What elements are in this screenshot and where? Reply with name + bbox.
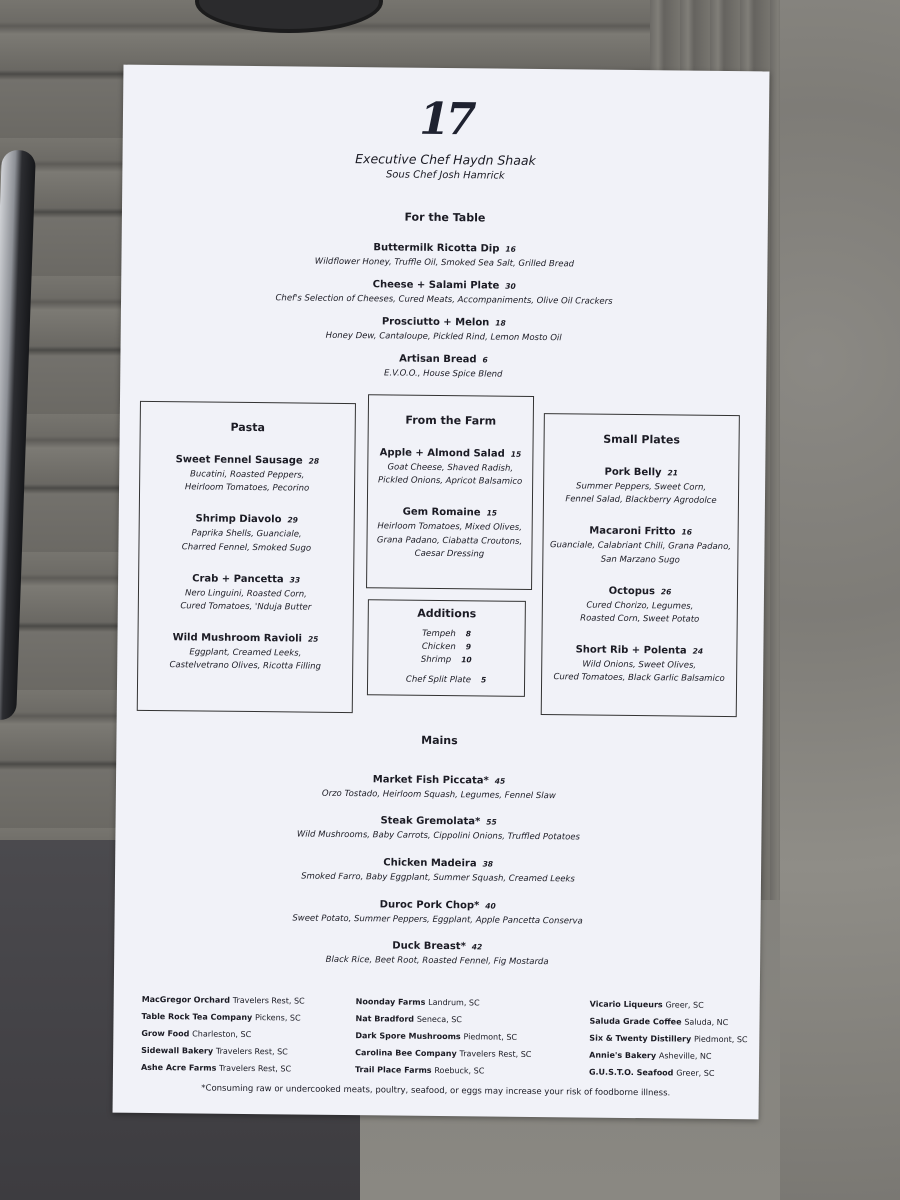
menu-item [121,307,767,348]
item-name: Apple + Almond Salad [379,447,505,460]
menu-item [544,459,738,508]
item-description: Goat Cheese, Shaved Radish, Pickled Onions, Apricot Balsamico [378,462,523,488]
farm-partner: Annie's Bakery Asheville, NC [589,1050,712,1061]
item-name: Wild Mushroom Ravioli [172,632,303,645]
menu-item [543,578,737,627]
menu-item [115,890,761,931]
menu-paper [113,65,770,1120]
farm-partner: Six & Twenty Distillery Piedmont, SC [589,1033,748,1045]
item-price: 30 [505,281,516,291]
addition-name: Chicken [421,641,456,652]
menu-item [138,625,352,675]
item-price: 16 [505,244,516,254]
menu-item [120,344,766,385]
from-the-farm-section [366,394,534,590]
executive-chef: Executive Chef Haydn Shaak [355,151,536,168]
item-name: Duck Breast* [392,940,466,953]
item-price: 26 [660,586,672,597]
item-name: Duroc Pork Chop* [379,899,480,912]
farm-partner: Vicario Liqueurs Greer, SC [589,999,704,1010]
item-name: Artisan Bread [399,353,477,366]
item-description: Wild Onions, Sweet Olives, Cured Tomatoes, Black Garlic Balsamico [553,659,725,685]
item-name: Chicken Madeira [383,857,477,870]
item-price: 15 [510,449,522,459]
small-plates-title: Small Plates [603,432,681,447]
item-description: Chef's Selection of Cheeses, Cured Meats, Accompaniments, Olive Oil Crackers [275,293,613,307]
item-name: Cheese + Salami Plate [372,279,500,292]
item-description: Guanciale, Calabriant Chili, Grana Padano, San Marzano Sugo [549,540,732,566]
item-price: 38 [482,859,494,869]
item-price: 6 [482,355,488,365]
item-name: Macaroni Fritto [589,525,676,538]
item-name: Steak Gremolata* [380,815,481,828]
item-description: Cured Chorizo, Legumes, Roasted Corn, Sweet Potato [580,600,700,625]
item-description: Heirloom Tomatoes, Mixed Olives, Grana Padano, Ciabatta Croutons, Caesar Dressing [376,521,523,560]
addition-price: 9 [465,642,472,652]
addition-price: 10 [461,654,472,664]
item-description: Black Rice, Beet Root, Roasted Fennel, Fig Mostarda [325,954,549,968]
item-price: 21 [667,468,679,478]
menu-item [114,931,760,972]
item-price: 24 [692,646,704,656]
menu-item [543,518,737,567]
farm-partner: Saluda Grade Coffee Saluda, NC [589,1016,729,1028]
item-name: Crab + Pancetta [192,573,284,586]
item-price: 29 [287,515,298,525]
item-name: Sweet Fennel Sausage [175,454,303,467]
menu-item [140,447,354,497]
farm-partner: Nat Bradford Seneca, SC [355,1014,462,1025]
farm-partner: Grow Food Charleston, SC [141,1028,252,1040]
split-plate [368,673,524,687]
pasta-title: Pasta [230,420,265,435]
addition-price: 8 [465,629,472,639]
split-plate-name: Chef Split Plate [405,674,472,686]
menu-item [115,806,761,847]
menu-item [121,270,767,311]
from-the-farm-title: From the Farm [405,413,497,428]
item-price: 15 [486,508,498,518]
farm-partner: MacGregor Orchard Travelers Rest, SC [141,994,305,1006]
menu-item [542,637,736,686]
item-description: Smoked Farro, Baby Eggplant, Summer Squash, Creamed Leeks [301,871,575,885]
item-price: 45 [494,776,506,786]
item-price: 42 [471,942,483,952]
sous-chef: Sous Chef Josh Hamrick [385,169,505,182]
item-name: Short Rib + Polenta [575,644,687,657]
item-name: Gem Romaine [402,506,481,519]
menu-item [116,765,762,806]
farm-partner: G.U.S.T.O. Seafood Greer, SC [588,1067,715,1078]
item-description: Summer Peppers, Sweet Corn, Fennel Salad, Blackberry Agrodolce [565,481,717,507]
item-description: Orzo Tostado, Heirloom Squash, Legumes, Fennel Slaw [321,788,556,802]
farm-partner: Noonday Farms Landrum, SC [355,997,480,1008]
additions-title: Additions [417,606,477,621]
item-description: Wildflower Honey, Truffle Oil, Smoked Sea Salt, Grilled Bread [314,256,575,270]
item-name: Prosciutto + Melon [381,316,490,329]
farm-partners-col1 [141,991,305,1078]
food-safety-footnote: *Consuming raw or undercooked meats, poultry, seafood, or eggs may increase your risk of foodborne illness. [201,1083,671,1099]
item-price: 25 [307,634,319,644]
menu-item [115,848,761,889]
item-name: Octopus [608,585,656,597]
item-price: 16 [681,527,692,537]
farm-partner: Trail Place Farms Roebuck, SC [354,1065,485,1076]
farm-partner: Ashe Acre Farms Travelers Rest, SC [140,1062,292,1074]
farm-partner: Dark Spore Mushrooms Piedmont, SC [355,1031,518,1042]
menu-item [139,506,353,556]
addition-name: Tempeh [422,628,456,640]
restaurant-logo: 17 [419,93,473,146]
item-description: Wild Mushrooms, Baby Carrots, Cippolini Onions, Truffled Potatoes [296,829,581,843]
addition-item [368,653,524,667]
menu-item [121,233,767,274]
item-price: 33 [289,575,301,585]
farm-partners-col2 [355,993,532,1080]
item-name: Buttermilk Ricotta Dip [373,242,500,255]
item-price: 18 [495,318,506,328]
item-description: Sweet Potato, Summer Peppers, Eggplant, Apple Pancetta Conserva [292,913,583,927]
item-name: Pork Belly [604,466,662,479]
item-price: 28 [308,456,320,466]
pavement [780,0,900,1200]
item-description: Eggplant, Creamed Leeks, Castelvetrano Olives, Ricotta Filling [169,647,321,672]
item-name: Market Fish Piccata* [372,774,489,787]
split-plate-price: 5 [480,675,487,685]
item-description: Bucatini, Roasted Peppers, Heirloom Tomatoes, Pecorino [184,469,310,494]
item-name: Shrimp Diavolo [195,513,282,526]
item-description: Honey Dew, Cantaloupe, Pickled Rind, Lemon Mosto Oil [325,330,562,344]
item-description: E.V.O.O., House Spice Blend [384,368,503,380]
menu-item [367,500,532,562]
farm-partner: Table Rock Tea Company Pickens, SC [141,1011,301,1023]
item-price: 55 [486,817,497,827]
farm-partners-col3 [589,996,748,1083]
item-price: 40 [485,901,496,911]
item-description: Nero Linguini, Roasted Corn, Cured Tomatoes, 'Nduja Butter [180,588,312,613]
farm-partner: Sidewall Bakery Travelers Rest, SC [141,1045,288,1057]
mains-title: Mains [421,733,458,748]
additions-section [367,599,526,697]
menu-item [368,440,532,489]
farm-partner: Carolina Bee Company Travelers Rest, SC [355,1048,532,1059]
menu-item [139,566,353,616]
pasta-section [137,401,356,713]
for-the-table-title: For the Table [404,210,486,225]
item-description: Paprika Shells, Guanciale, Charred Fennel, Smoked Sugo [181,528,312,554]
addition-name: Shrimp [420,654,452,665]
small-plates-section [541,413,740,717]
